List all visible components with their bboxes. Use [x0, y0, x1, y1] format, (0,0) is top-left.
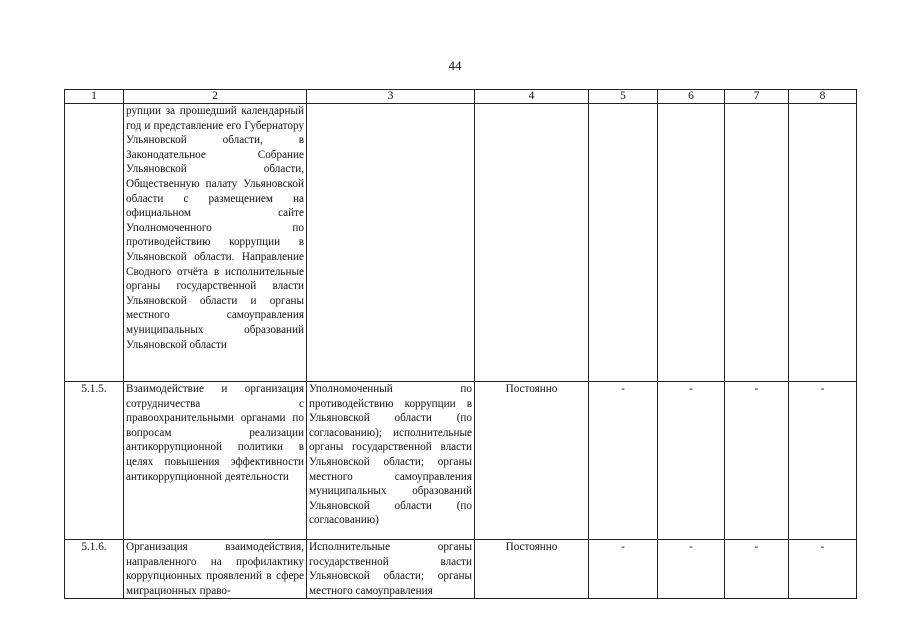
cell-c6: -: [658, 382, 725, 540]
table-row: [65, 540, 857, 599]
cell-term: [475, 104, 589, 382]
column-header-4: 4: [475, 90, 589, 104]
cell-c7: -: [725, 540, 789, 599]
column-header-1: 1: [65, 90, 124, 104]
cell-executor: Исполнительные органы государственной власти Ульяновской области; органы местного самоуправления: [307, 540, 475, 599]
cell-c8: [789, 104, 857, 382]
cell-c5: [589, 104, 658, 382]
column-header-2: 2: [124, 90, 307, 104]
document-table: [64, 89, 857, 599]
cell-executor: Уполномоченный по противодействию коррупции в Ульяновской области (по согласованию); исполнительные органы государственной власти Ульяновской области; органы местного самоуправления муниципальных образований Ульяновской области (по согласованию): [307, 382, 475, 540]
cell-term: Постоянно: [475, 382, 589, 540]
cell-c5: -: [589, 382, 658, 540]
cell-c8: -: [789, 540, 857, 599]
cell-action: рупции за прошедший календарный год и представление его Губернатору Ульяновской области, в Законодательное Собрание Ульяновской области, Общественную палату Ульяновской области с размещением на официальном сайте Уполномоченного по противодействию коррупции в Ульяновской области. Направление Сводного отчёта в исполнительные органы государственной власти Ульяновской области и органы местного самоуправления муниципальных образований Ульяновской области: [124, 104, 307, 382]
cell-c8: -: [789, 382, 857, 540]
cell-num: [65, 104, 124, 382]
cell-num: 5.1.5.: [65, 382, 124, 540]
cell-c7: -: [725, 382, 789, 540]
column-header-6: 6: [658, 90, 725, 104]
column-header-7: 7: [725, 90, 789, 104]
page-number: 44: [448, 58, 462, 73]
cell-num: 5.1.6.: [65, 540, 124, 599]
column-header-5: 5: [589, 90, 658, 104]
column-header-8: 8: [789, 90, 857, 104]
cell-c5: -: [589, 540, 658, 599]
cell-action: Организация взаимодействия, направленного на профилактику коррупционных проявлений в сфере миграционных право-: [124, 540, 307, 599]
cell-c6: -: [658, 540, 725, 599]
header-row: [65, 90, 857, 104]
cell-c6: [658, 104, 725, 382]
cell-executor: [307, 104, 475, 382]
table-row: [65, 104, 857, 382]
cell-term: Постоянно: [475, 540, 589, 599]
cell-action: Взаимодействие и организация сотрудничества с правоохранительными органами по вопросам реализации антикоррупционной политики в целях повышения эффективности антикоррупционной деятельности: [124, 382, 307, 540]
table-row: [65, 382, 857, 540]
column-header-3: 3: [307, 90, 475, 104]
cell-c7: [725, 104, 789, 382]
